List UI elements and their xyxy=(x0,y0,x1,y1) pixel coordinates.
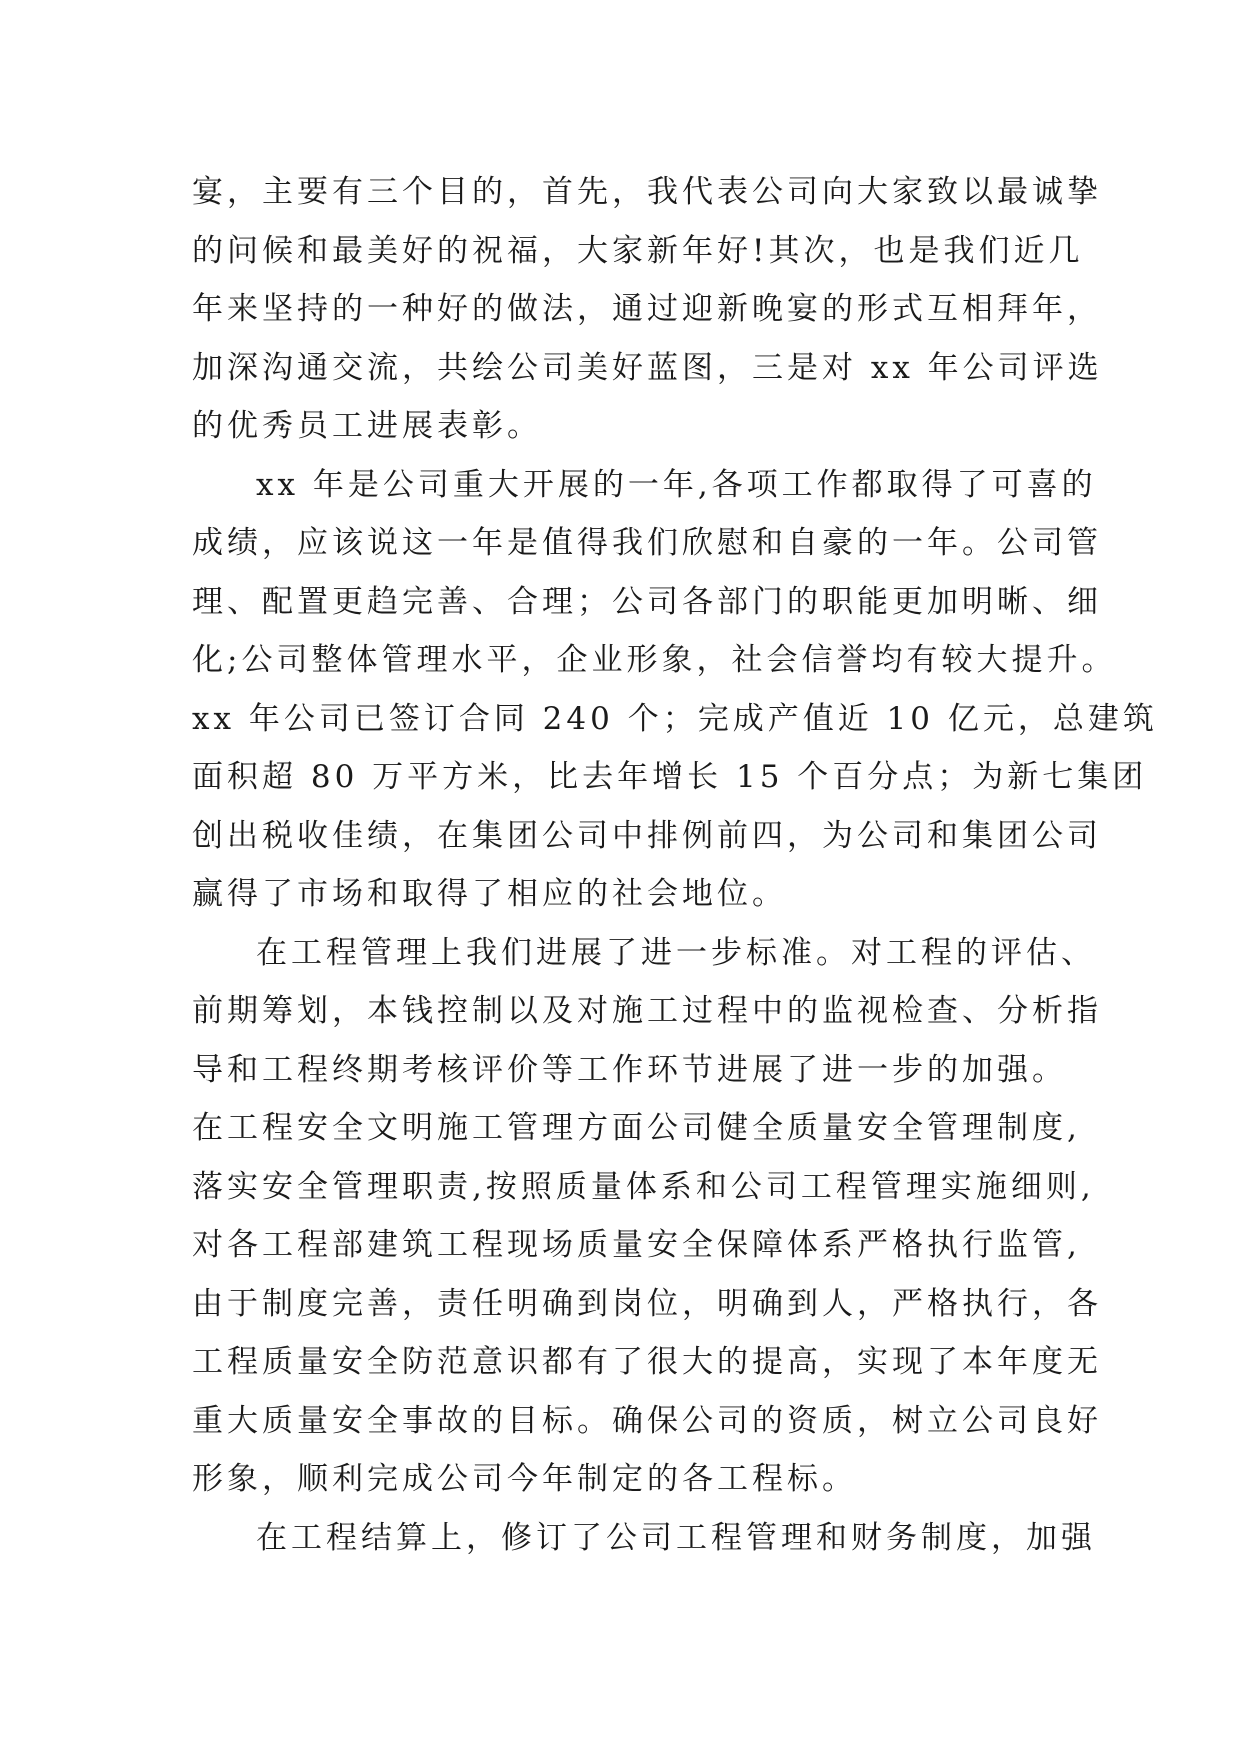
text-line: 落实安全管理职责,按照质量体系和公司工程管理实施细则, xyxy=(192,1168,1095,1205)
text-line: xx 年公司已签订合同 240 个；完成产值近 10 亿元，总建筑 xyxy=(192,700,1158,737)
text-line: 赢得了市场和取得了相应的社会地位。 xyxy=(192,876,787,912)
text-line: 形象，顺利完成公司今年制定的各工程标。 xyxy=(192,1461,857,1497)
text-line: 创出税收佳绩，在集团公司中排例前四，为公司和集团公司 xyxy=(192,817,1102,854)
text-line: xx 年是公司重大开展的一年,各项工作都取得了可喜的 xyxy=(256,466,1097,503)
paragraph-4 xyxy=(192,1509,1096,1568)
text-line: 面积超 80 万平方米，比去年增长 15 个百分点；为新七集团 xyxy=(192,759,1148,795)
paragraph-3 xyxy=(192,924,1102,1509)
text-line: 在工程安全文明施工管理方面公司健全质量安全管理制度, xyxy=(192,1110,1081,1146)
text-line: 的问候和最美好的祝福，大家新年好!其次，也是我们近几 xyxy=(192,232,1084,269)
text-line: 理、配置更趋完善、合理；公司各部门的职能更加明晰、细 xyxy=(192,583,1102,620)
text-line: 工程质量安全防范意识都有了很大的提高，实现了本年度无 xyxy=(192,1344,1102,1380)
text-line: 成绩，应该说这一年是值得我们欣慰和自豪的一年。公司管 xyxy=(192,525,1102,561)
paragraph-1 xyxy=(192,163,1103,456)
text-line: 加深沟通交流，共绘公司美好蓝图，三是对 xx 年公司评选 xyxy=(192,349,1103,386)
text-line: 年来坚持的一种好的做法，通过迎新晚宴的形式互相拜年， xyxy=(192,291,1102,327)
document-body xyxy=(192,163,1158,1567)
text-line: 前期筹划，本钱控制以及对施工过程中的监视检查、分析指 xyxy=(192,993,1102,1029)
text-line: 导和工程终期考核评价等工作环节进展了进一步的加强。 xyxy=(192,1051,1067,1088)
text-line: 的优秀员工进展表彰。 xyxy=(192,408,542,444)
text-line: 宴，主要有三个目的，首先，我代表公司向大家致以最诚挚 xyxy=(192,174,1102,210)
paragraph-2 xyxy=(192,456,1158,924)
text-line: 对各工程部建筑工程现场质量安全保障体系严格执行监管, xyxy=(192,1227,1081,1263)
text-line: 由于制度完善，责任明确到岗位，明确到人，严格执行，各 xyxy=(192,1285,1102,1322)
text-line: 在工程管理上我们进展了进一步标准。对工程的评估、 xyxy=(256,934,1096,971)
text-line: 化;公司整体管理水平，企业形象，社会信誉均有较大提升。 xyxy=(192,642,1117,678)
text-line: 重大质量安全事故的目标。确保公司的资质，树立公司良好 xyxy=(192,1402,1102,1439)
text-line: 在工程结算上，修订了公司工程管理和财务制度，加强 xyxy=(256,1519,1096,1556)
